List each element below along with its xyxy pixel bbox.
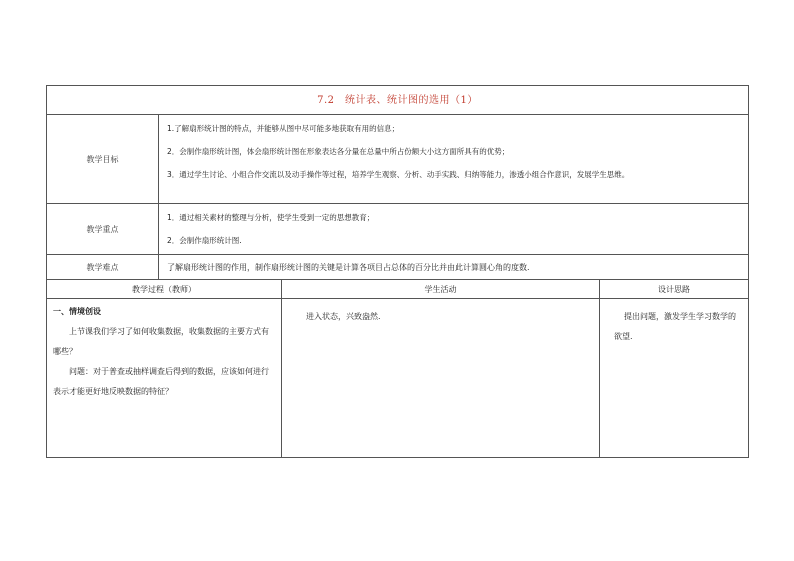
difficulty-row <box>47 255 749 280</box>
design-column-header: 设计思路 <box>600 280 749 299</box>
key-point-item: 2．会制作扇形统计图. <box>167 236 242 245</box>
objectives-content <box>159 115 749 204</box>
difficulty-text: 了解扇形统计图的作用，制作扇形统计图的关键是计算各项目占总体的百分比并由此计算圆心角的度数. <box>167 262 530 272</box>
process-paragraph: 问题：对于普查或抽样调查后得到的数据，应该如何进行表示才能更好地反映数据的特征？ <box>53 367 269 396</box>
objective-item: 1.了解扇形统计图的特点，并能够从图中尽可能多地获取有用的信息； <box>167 124 400 133</box>
design-content <box>600 299 749 458</box>
activity-column-header: 学生活动 <box>282 280 600 299</box>
objective-item: 2．会制作扇形统计图，体会扇形统计图在形象表达各分量在总量中所占份额大小这方面所具有的优势； <box>167 147 510 156</box>
objectives-row <box>47 115 749 204</box>
lesson-title-cell <box>47 86 749 115</box>
design-text: 提出问题，激发学生学习数学的欲望. <box>614 312 736 341</box>
lesson-plan-document <box>46 85 748 458</box>
difficulty-label: 教学难点 <box>47 255 159 280</box>
column-header-row <box>47 280 749 299</box>
difficulty-content <box>159 255 749 280</box>
key-points-content <box>159 204 749 255</box>
activity-text: 进入状态，兴致盎然. <box>306 312 381 321</box>
lesson-title: 7.2 统计表、统计图的选用（1） <box>317 94 478 106</box>
objectives-label: 教学目标 <box>47 115 159 204</box>
process-content <box>47 299 282 458</box>
lesson-plan-table <box>46 85 749 458</box>
process-paragraph: 上节课我们学习了如何收集数据，收集数据的主要方式有哪些？ <box>53 327 269 356</box>
objective-item: 3．通过学生讨论、小组合作交流以及动手操作等过程，培养学生观察、分析、动手实践、归纳等能力，渗透小组合作意识，发展学生思维。 <box>167 170 630 179</box>
title-row <box>47 86 749 115</box>
process-row <box>47 299 749 458</box>
key-point-item: 1．通过相关素材的整理与分析，使学生受到一定的思想教育； <box>167 213 375 222</box>
key-points-row <box>47 204 749 255</box>
process-column-header: 教学过程（教师） <box>47 280 282 299</box>
key-points-label: 教学重点 <box>47 204 159 255</box>
activity-content <box>282 299 600 458</box>
section-heading: 一、情境创设 <box>53 307 101 316</box>
